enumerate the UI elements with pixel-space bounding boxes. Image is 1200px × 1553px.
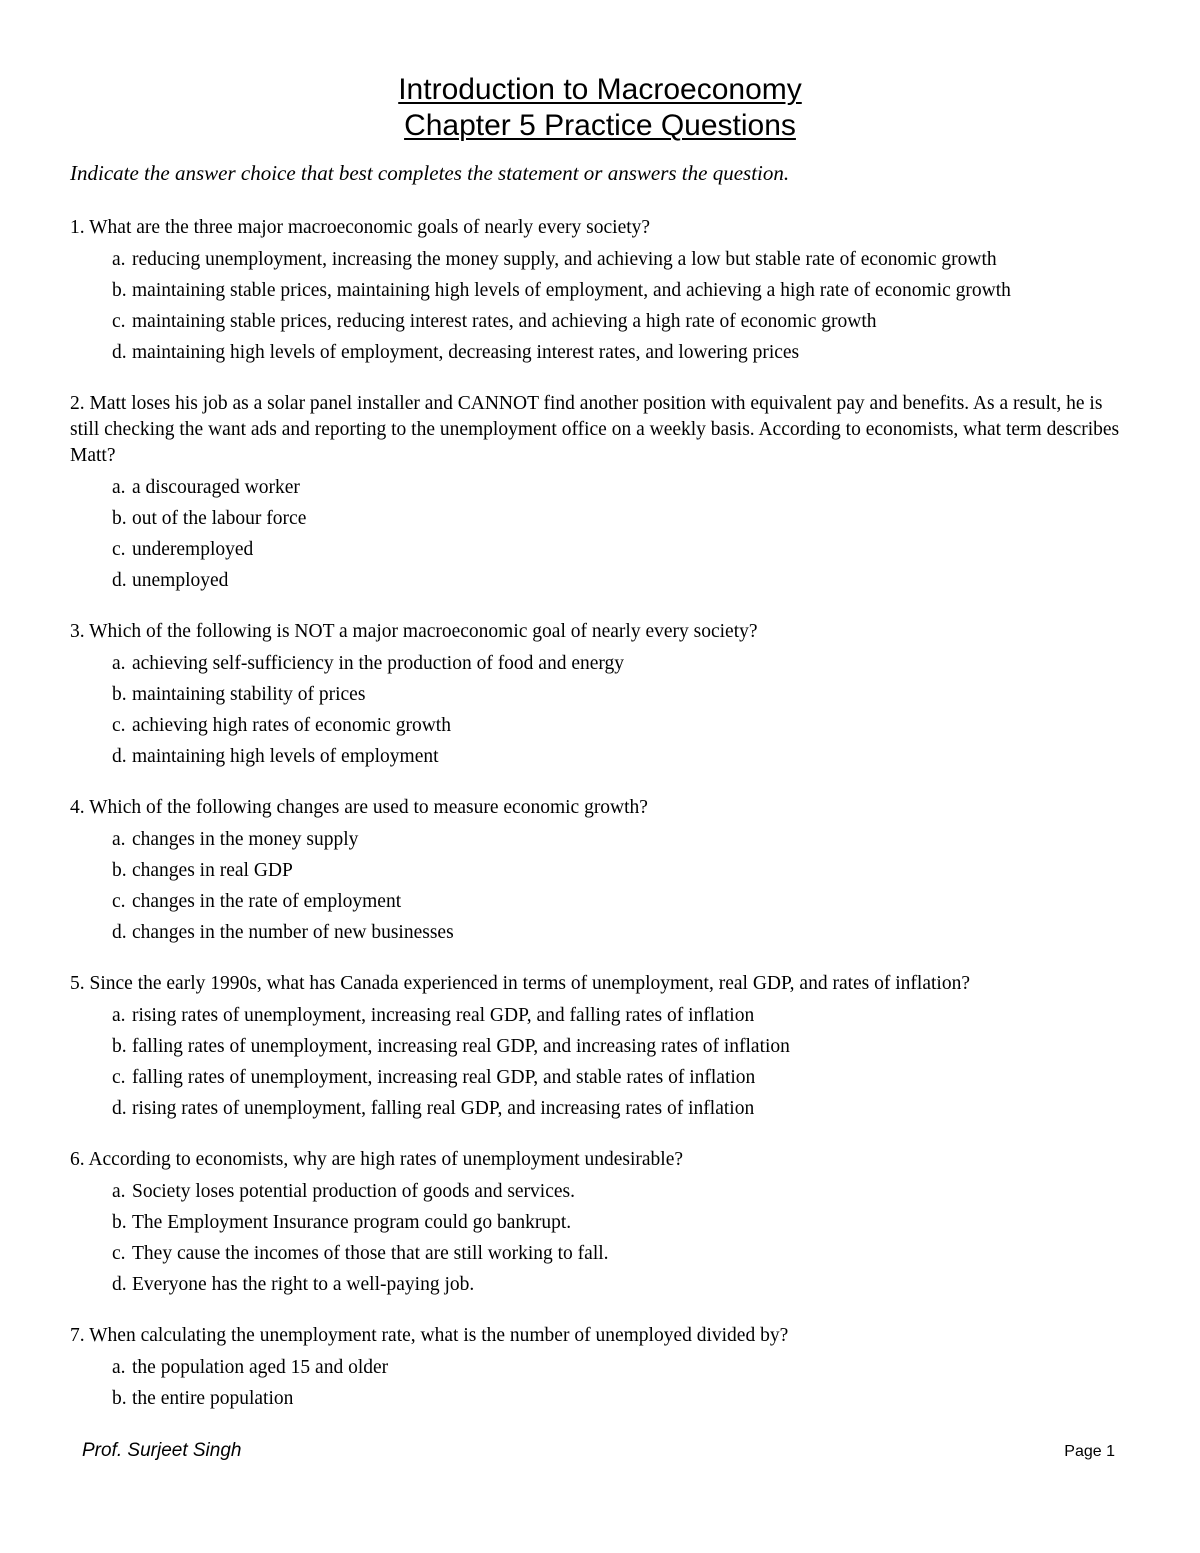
question-text: What are the three major macroeconomic goals of nearly every society? bbox=[89, 217, 651, 238]
choice-letter: d. bbox=[112, 1098, 127, 1119]
question-stem bbox=[70, 1323, 1132, 1349]
question-number: 1. bbox=[70, 217, 85, 238]
choice-letter: b. bbox=[112, 508, 127, 529]
choice-letter: a. bbox=[112, 249, 126, 270]
answer-choice bbox=[70, 569, 1132, 593]
choice-letter: b. bbox=[112, 1388, 127, 1409]
choice-text: They cause the incomes of those that are still working to fall. bbox=[132, 1243, 609, 1264]
choice-letter: d. bbox=[112, 922, 127, 943]
choice-letter: c. bbox=[112, 1067, 126, 1088]
question-text: Since the early 1990s, what has Canada experienced in terms of unemployment, real GDP, and rates of inflation? bbox=[89, 973, 970, 994]
choice-text: Society loses potential production of goods and services. bbox=[132, 1181, 575, 1202]
question-stem bbox=[70, 795, 1132, 821]
question-number: 3. bbox=[70, 621, 85, 642]
choice-letter: b. bbox=[112, 1036, 127, 1057]
choice-text: rising rates of unemployment, falling real GDP, and increasing rates of inflation bbox=[132, 1098, 755, 1119]
question-stem bbox=[70, 391, 1132, 469]
answer-choice bbox=[70, 1387, 1132, 1411]
answer-choice bbox=[70, 652, 1132, 676]
question-stem bbox=[70, 1147, 1132, 1173]
question-number: 5. bbox=[70, 973, 85, 994]
document-title: Introduction to Macroeconomy bbox=[398, 73, 802, 106]
choice-text: falling rates of unemployment, increasing real GDP, and increasing rates of inflation bbox=[132, 1036, 790, 1057]
question-number: 6. bbox=[70, 1149, 85, 1170]
choice-letter: b. bbox=[112, 1212, 127, 1233]
answer-choice bbox=[70, 248, 1132, 272]
answer-choice bbox=[70, 538, 1132, 562]
choice-text: maintaining high levels of employment, decreasing interest rates, and lowering prices bbox=[132, 342, 800, 363]
question-text: According to economists, why are high rates of unemployment undesirable? bbox=[88, 1149, 684, 1170]
answer-choice bbox=[70, 310, 1132, 334]
question-list bbox=[70, 215, 1132, 1437]
choice-letter: c. bbox=[112, 1243, 126, 1264]
choice-letter: a. bbox=[112, 477, 126, 498]
choice-text: out of the labour force bbox=[132, 508, 307, 529]
choice-text: changes in the rate of employment bbox=[132, 891, 402, 912]
choice-text: reducing unemployment, increasing the money supply, and achieving a low but stable rate of economic growth bbox=[132, 249, 997, 270]
question-stem bbox=[70, 215, 1132, 241]
choice-text: a discouraged worker bbox=[132, 477, 300, 498]
choice-text: falling rates of unemployment, increasing real GDP, and stable rates of inflation bbox=[132, 1067, 756, 1088]
choice-letter: c. bbox=[112, 539, 126, 560]
answer-choice bbox=[70, 859, 1132, 883]
choice-letter: b. bbox=[112, 280, 127, 301]
question-number: 2. bbox=[70, 393, 85, 414]
answer-choice bbox=[70, 1356, 1132, 1380]
answer-choice bbox=[70, 1273, 1132, 1297]
question-3 bbox=[70, 619, 1132, 769]
answer-choice bbox=[70, 828, 1132, 852]
choice-text: maintaining stable prices, maintaining high levels of employment, and achieving a high rate of economic growth bbox=[132, 280, 1011, 301]
answer-choice bbox=[70, 1211, 1132, 1235]
choice-letter: a. bbox=[112, 1005, 126, 1026]
answer-choice bbox=[70, 1004, 1132, 1028]
question-2 bbox=[70, 391, 1132, 593]
question-text: When calculating the unemployment rate, what is the number of unemployed divided by? bbox=[89, 1325, 789, 1346]
question-6 bbox=[70, 1147, 1132, 1297]
answer-choice bbox=[70, 341, 1132, 365]
question-text: Matt loses his job as a solar panel installer and CANNOT find another position with equivalent pay and benefits. As a result, he is still checking the want ads and reporting to the unemployment office on a weekly basis. According to economists, what term describes Matt? bbox=[70, 393, 1120, 466]
question-5 bbox=[70, 971, 1132, 1121]
answer-choice bbox=[70, 1242, 652, 1266]
answer-choice bbox=[70, 745, 1132, 769]
choice-letter: a. bbox=[112, 829, 126, 850]
instructions-text: Indicate the answer choice that best completes the statement or answers the question. bbox=[70, 161, 790, 185]
question-1 bbox=[70, 215, 1132, 365]
choice-text: maintaining stable prices, reducing interest rates, and achieving a high rate of economic growth bbox=[132, 311, 877, 332]
answer-choice bbox=[70, 921, 1132, 945]
choice-letter: d. bbox=[112, 746, 127, 767]
choice-letter: c. bbox=[112, 891, 126, 912]
page-number: Page 1 bbox=[1064, 1443, 1115, 1460]
choice-text: changes in real GDP bbox=[132, 860, 293, 881]
question-text: Which of the following is NOT a major macroeconomic goal of nearly every society? bbox=[89, 621, 758, 642]
choice-text: maintaining high levels of employment bbox=[132, 746, 439, 767]
answer-choice bbox=[70, 890, 1132, 914]
document-subtitle: Chapter 5 Practice Questions bbox=[404, 109, 796, 142]
choice-text: the entire population bbox=[132, 1388, 294, 1409]
choice-letter: d. bbox=[112, 1274, 127, 1295]
choice-letter: b. bbox=[112, 860, 127, 881]
choice-letter: a. bbox=[112, 1181, 126, 1202]
choice-letter: a. bbox=[112, 653, 126, 674]
answer-choice bbox=[70, 1066, 1132, 1090]
choice-text: rising rates of unemployment, increasing real GDP, and falling rates of inflation bbox=[132, 1005, 755, 1026]
answer-choice bbox=[70, 683, 1132, 707]
choice-letter: c. bbox=[112, 715, 126, 736]
answer-choice bbox=[70, 279, 1132, 303]
answer-choice bbox=[70, 507, 1132, 531]
choice-text: Everyone has the right to a well-paying job. bbox=[132, 1274, 475, 1295]
question-text: Which of the following changes are used to measure economic growth? bbox=[89, 797, 648, 818]
choice-text: changes in the number of new businesses bbox=[132, 922, 454, 943]
choice-text: The Employment Insurance program could go bankrupt. bbox=[132, 1212, 572, 1233]
choice-text: achieving high rates of economic growth bbox=[132, 715, 451, 736]
choice-text: changes in the money supply bbox=[132, 829, 359, 850]
choice-letter: a. bbox=[112, 1357, 126, 1378]
question-stem bbox=[70, 619, 1132, 645]
choice-letter: b. bbox=[112, 684, 127, 705]
choice-letter: c. bbox=[112, 311, 126, 332]
question-7 bbox=[70, 1323, 1132, 1411]
question-stem bbox=[70, 971, 1132, 997]
question-number: 7. bbox=[70, 1325, 85, 1346]
footer-author: Prof. Surjeet Singh bbox=[82, 1440, 242, 1461]
answer-choice bbox=[70, 1035, 1132, 1059]
answer-choice bbox=[70, 714, 1132, 738]
choice-text: unemployed bbox=[132, 570, 229, 591]
choice-text: achieving self-sufficiency in the production of food and energy bbox=[132, 653, 625, 674]
question-number: 4. bbox=[70, 797, 85, 818]
answer-choice bbox=[70, 476, 1132, 500]
choice-letter: d. bbox=[112, 342, 127, 363]
answer-choice bbox=[70, 1097, 1132, 1121]
choice-text: the population aged 15 and older bbox=[132, 1357, 389, 1378]
choice-text: maintaining stability of prices bbox=[132, 684, 366, 705]
question-4 bbox=[70, 795, 1132, 945]
answer-choice bbox=[70, 1180, 1132, 1204]
choice-text: underemployed bbox=[132, 539, 254, 560]
choice-letter: d. bbox=[112, 570, 127, 591]
